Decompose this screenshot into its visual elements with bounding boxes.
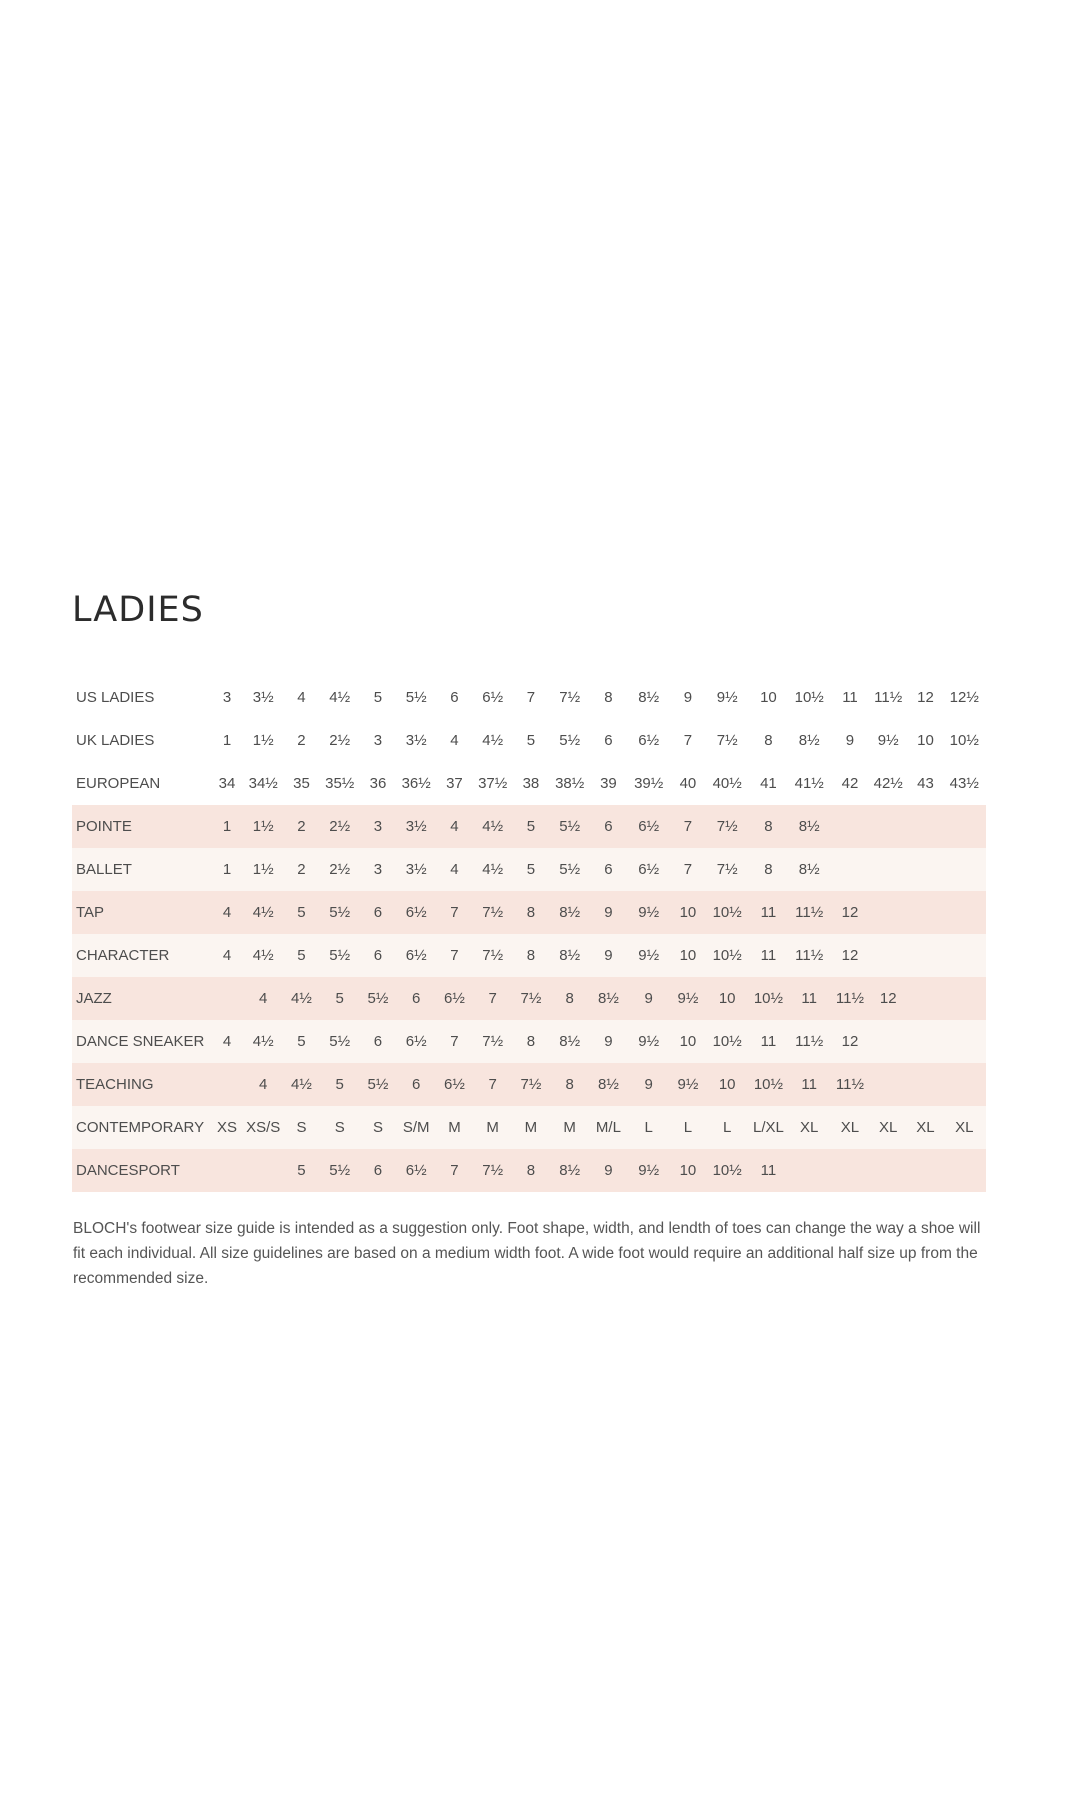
size-cell: 7	[450, 904, 459, 921]
size-cell: S/M	[402, 1119, 430, 1136]
size-cell: 6	[412, 1076, 421, 1093]
size-row-tap	[72, 891, 986, 934]
size-cell: 6½	[405, 947, 427, 964]
size-cell: 7	[526, 689, 536, 706]
size-cell	[868, 891, 908, 934]
size-row-pointe	[72, 805, 986, 848]
size-cell: 8	[764, 732, 773, 749]
size-cell: S	[296, 1119, 307, 1136]
size-cell: 6½	[405, 1162, 427, 1179]
size-cell: 9	[683, 689, 693, 706]
size-cell: 8	[764, 818, 773, 835]
size-cell: 12	[841, 947, 859, 964]
row-label: DANCESPORT	[76, 1162, 180, 1179]
size-cell: 41½	[794, 775, 824, 792]
size-cell: 1	[222, 861, 232, 878]
size-cell: 4	[297, 689, 306, 706]
size-cell: 6½	[638, 732, 660, 749]
size-cell: 5½	[367, 990, 389, 1007]
size-cell: 11½	[795, 1033, 824, 1050]
size-cell: 4½	[482, 861, 504, 878]
size-cell: 42½	[873, 775, 903, 792]
size-table-body	[72, 676, 986, 1192]
size-cell: 10	[679, 904, 697, 921]
size-cell	[908, 848, 942, 891]
size-cell	[943, 891, 986, 934]
size-cell	[242, 1149, 284, 1192]
size-cell: 7	[450, 947, 459, 964]
size-cell: XL	[955, 1119, 974, 1136]
size-cell: 7	[683, 732, 693, 749]
size-cell: 8	[526, 1162, 536, 1179]
size-cell: XS	[216, 1119, 237, 1136]
size-cell: 5	[297, 947, 306, 964]
size-cell: 5	[526, 818, 536, 835]
size-cell: XS/S	[246, 1119, 281, 1136]
size-cell: 37½	[478, 775, 508, 792]
size-cell: M	[448, 1119, 461, 1136]
size-cell: 7½	[716, 732, 738, 749]
size-cell: 8	[526, 904, 536, 921]
size-cell: 38	[522, 775, 540, 792]
size-cell: 8	[526, 1033, 536, 1050]
row-label: CHARACTER	[76, 947, 170, 964]
size-cell: 10	[679, 947, 697, 964]
row-label: POINTE	[76, 818, 132, 835]
size-row-contemporary	[72, 1106, 986, 1149]
size-cell	[943, 1020, 986, 1063]
size-cell: M	[563, 1119, 576, 1136]
size-cell: 11	[801, 990, 817, 1007]
size-cell: 10½	[712, 904, 742, 921]
size-cell	[868, 1149, 908, 1192]
size-cell: 4	[222, 1033, 232, 1050]
size-cell: 9	[604, 904, 613, 921]
size-row-teaching	[72, 1063, 986, 1106]
size-cell: 9½	[638, 1033, 660, 1050]
size-cell: 6½	[405, 1033, 427, 1050]
size-cell	[832, 805, 868, 848]
size-cell: 4	[222, 947, 232, 964]
size-cell: 8	[565, 1076, 574, 1093]
size-cell: 8½	[559, 904, 581, 921]
size-row-ballet	[72, 848, 986, 891]
size-cell: 1	[222, 818, 232, 835]
size-cell: 2	[297, 861, 306, 878]
size-cell	[943, 848, 986, 891]
size-cell: 7	[488, 1076, 497, 1093]
size-cell: 5½	[329, 1033, 351, 1050]
size-cell: 40½	[712, 775, 742, 792]
size-cell: 7	[683, 818, 693, 835]
size-cell: 43½	[949, 775, 979, 792]
size-cell: 6	[604, 818, 613, 835]
size-cell: S	[334, 1119, 345, 1136]
size-cell: 7½	[482, 947, 504, 964]
size-cell: 10½	[712, 1033, 742, 1050]
size-cell: 11½	[835, 990, 865, 1007]
size-cell	[832, 848, 868, 891]
size-cell: 8½	[638, 689, 660, 706]
size-cell: 5	[297, 904, 306, 921]
size-cell: M	[524, 1119, 538, 1136]
size-cell: 11½	[874, 689, 903, 706]
size-cell: L	[683, 1119, 693, 1136]
size-cell: 34½	[248, 775, 278, 792]
size-cell: 7	[683, 861, 693, 878]
row-label: US LADIES	[76, 689, 155, 706]
size-cell: 6½	[638, 861, 660, 878]
size-cell: L/XL	[753, 1119, 784, 1136]
size-cell: 4½	[482, 732, 504, 749]
size-cell: 10	[679, 1033, 697, 1050]
size-cell: 6	[373, 947, 383, 964]
size-cell: 8½	[798, 732, 820, 749]
size-cell: 5½	[559, 818, 581, 835]
size-cell: 8½	[559, 1162, 581, 1179]
row-label: DANCE SNEAKER	[76, 1033, 205, 1050]
size-cell: 4½	[252, 904, 274, 921]
size-cell: 3½	[252, 689, 274, 706]
size-cell	[908, 934, 942, 977]
size-cell: 6½	[482, 689, 504, 706]
size-cell: 6	[373, 904, 383, 921]
size-cell: 10	[917, 732, 934, 749]
size-cell	[943, 934, 986, 977]
size-cell: XL	[879, 1119, 898, 1136]
size-cell: 7½	[559, 689, 581, 706]
size-cell: 9	[604, 947, 613, 964]
size-cell: 5	[335, 990, 344, 1007]
size-cell: 6	[373, 1162, 383, 1179]
size-cell: 5½	[367, 1076, 389, 1093]
size-cell: 5½	[329, 1162, 351, 1179]
size-cell: 6	[604, 732, 613, 749]
size-cell: XL	[916, 1119, 935, 1136]
size-cell	[943, 1063, 986, 1106]
size-cell: 8½	[798, 818, 820, 835]
size-cell: 5	[526, 861, 536, 878]
size-cell: 8½	[798, 861, 820, 878]
size-cell: 10½	[949, 732, 979, 749]
size-cell: 9½	[677, 990, 699, 1007]
size-cell: 5	[335, 1076, 344, 1093]
size-cell: 9½	[716, 689, 738, 706]
size-cell: 8½	[597, 990, 619, 1007]
row-label: TAP	[76, 904, 105, 921]
size-cell: 11½	[795, 947, 824, 964]
size-cell: XL	[800, 1119, 819, 1136]
size-cell: 5½	[405, 689, 427, 706]
size-cell: 12½	[949, 689, 979, 706]
size-cell: 7½	[716, 818, 738, 835]
size-cell: 35½	[325, 775, 355, 792]
size-cell: 1½	[252, 861, 274, 878]
size-cell: 5½	[559, 861, 581, 878]
size-cell: 11	[760, 1033, 777, 1050]
size-row-dancesport	[72, 1149, 986, 1192]
size-cell: 8	[604, 689, 613, 706]
size-cell: 10½	[753, 990, 784, 1007]
size-cell: 35	[293, 775, 310, 792]
size-cell: 7	[450, 1162, 459, 1179]
size-cell: 3½	[405, 861, 427, 878]
size-cell: 4	[259, 990, 268, 1007]
size-cell: 5	[297, 1162, 306, 1179]
size-cell	[868, 934, 908, 977]
size-cell: 5	[373, 689, 383, 706]
row-label: CONTEMPORARY	[76, 1119, 205, 1136]
size-cell: 43	[917, 775, 934, 792]
size-cell: 7	[450, 1033, 459, 1050]
size-cell: 10½	[794, 689, 824, 706]
page-title: LADIES	[72, 590, 204, 630]
size-cell: 7½	[482, 1162, 504, 1179]
size-cell: 4½	[482, 818, 504, 835]
size-cell: 5	[297, 1033, 306, 1050]
size-cell: 12	[879, 990, 897, 1007]
size-cell: L	[723, 1119, 732, 1136]
size-cell: 6½	[405, 904, 427, 921]
size-cell: 9½	[638, 947, 660, 964]
size-cell: 7	[488, 990, 497, 1007]
size-cell: L	[644, 1119, 653, 1136]
size-cell: 12	[841, 904, 859, 921]
row-label: BALLET	[76, 861, 132, 878]
size-cell: 37	[446, 775, 463, 792]
size-cell: 4	[450, 732, 459, 749]
size-cell: 39	[600, 775, 617, 792]
row-label: EUROPEAN	[76, 775, 161, 792]
size-cell: 2	[297, 818, 306, 835]
size-cell: 12	[841, 1033, 859, 1050]
size-cell: 10	[718, 1076, 736, 1093]
size-cell: 6	[412, 990, 421, 1007]
size-cell: 6½	[444, 1076, 465, 1093]
size-cell: 34	[218, 775, 236, 792]
size-cell: M/L	[595, 1119, 621, 1136]
size-cell: 12	[917, 689, 934, 706]
size-cell: 8	[526, 947, 536, 964]
size-cell: 8	[565, 990, 574, 1007]
size-cell: 6	[450, 689, 459, 706]
size-guide-disclaimer: BLOCH's footwear size guide is intended as a suggestion only. Foot shape, width, and lendth of toes can change the way a shoe will fit each individual. All size guidelines are based on a medium width foot. A wide foot would require an additional half size up from the recommended size.	[73, 1220, 981, 1287]
row-label: UK LADIES	[76, 732, 155, 749]
size-cell: 7½	[482, 904, 504, 921]
row-label: TEACHING	[76, 1076, 154, 1093]
size-cell: 42	[841, 775, 859, 792]
size-guide	[72, 590, 986, 1291]
size-cell	[212, 1063, 242, 1106]
size-cell: 9½	[677, 1076, 699, 1093]
size-cell: 11½	[835, 1076, 865, 1093]
size-cell: 2½	[329, 818, 351, 835]
size-cell: 10	[760, 689, 777, 706]
size-cell	[787, 1149, 832, 1192]
size-cell: 3½	[405, 818, 427, 835]
size-cell: S	[372, 1119, 383, 1136]
size-cell	[943, 805, 986, 848]
size-cell	[908, 1063, 942, 1106]
size-cell: 4	[450, 818, 459, 835]
size-cell	[868, 1063, 908, 1106]
size-cell: 36½	[401, 775, 431, 792]
size-cell: 6	[604, 861, 613, 878]
size-cell: 7½	[520, 1076, 542, 1093]
size-cell: 11	[760, 1162, 777, 1179]
size-cell: 4	[222, 904, 232, 921]
size-cell	[868, 805, 908, 848]
size-cell: 4	[450, 861, 459, 878]
size-cell: 2½	[329, 732, 351, 749]
size-cell: 10½	[712, 947, 742, 964]
size-cell: XL	[840, 1119, 860, 1136]
size-cell: 11½	[795, 904, 824, 921]
size-cell: 4	[259, 1076, 268, 1093]
size-cell	[908, 1020, 942, 1063]
size-cell: 1½	[252, 732, 274, 749]
size-cell: 5½	[329, 947, 351, 964]
size-cell: 36	[369, 775, 387, 792]
size-cell: 10½	[712, 1162, 742, 1179]
size-cell: 11	[801, 1076, 817, 1093]
size-cell	[908, 977, 942, 1020]
size-cell	[212, 977, 242, 1020]
size-cell	[908, 805, 942, 848]
size-cell: 7½	[482, 1033, 504, 1050]
size-cell: 3½	[405, 732, 427, 749]
size-row-dance-sneaker	[72, 1020, 986, 1063]
size-cell: 10½	[753, 1076, 784, 1093]
size-chart-table	[72, 676, 986, 1192]
size-cell	[868, 1020, 908, 1063]
size-cell	[908, 891, 942, 934]
size-cell: 1	[222, 732, 232, 749]
size-cell: 5½	[559, 732, 581, 749]
size-cell: 38½	[555, 775, 585, 792]
size-row-jazz	[72, 977, 986, 1020]
size-cell: 6½	[444, 990, 465, 1007]
size-cell: 10	[679, 1162, 697, 1179]
size-cell: 39½	[634, 775, 664, 792]
size-cell: 9	[604, 1033, 613, 1050]
size-cell	[868, 848, 908, 891]
size-cell: 3	[222, 689, 232, 706]
size-cell: M	[486, 1119, 499, 1136]
size-row-us-ladies	[72, 676, 986, 719]
size-cell	[943, 1149, 986, 1192]
size-cell: 41	[760, 775, 777, 792]
size-cell: 4½	[252, 1033, 274, 1050]
size-cell: 9	[644, 1076, 653, 1093]
size-cell: 8½	[597, 1076, 619, 1093]
size-cell	[908, 1149, 942, 1192]
size-cell: 4½	[252, 947, 274, 964]
size-cell: 5	[526, 732, 536, 749]
size-cell: 7½	[716, 861, 738, 878]
size-cell: 4½	[291, 990, 312, 1007]
size-cell: 3	[373, 861, 383, 878]
size-cell: 1½	[252, 818, 274, 835]
size-cell: 8½	[559, 947, 581, 964]
size-row-uk-ladies	[72, 719, 986, 762]
size-cell: 5½	[329, 904, 351, 921]
size-cell: 10	[718, 990, 736, 1007]
size-cell: 9	[644, 990, 653, 1007]
size-cell: 7½	[520, 990, 542, 1007]
size-cell: 9½	[638, 904, 660, 921]
size-cell: 40	[679, 775, 697, 792]
size-cell: 9½	[877, 732, 899, 749]
size-cell: 4½	[291, 1076, 312, 1093]
size-cell: 6½	[638, 818, 660, 835]
size-cell: 3	[373, 732, 383, 749]
size-cell	[832, 1149, 868, 1192]
size-cell: 11	[760, 947, 777, 964]
size-cell: 4½	[329, 689, 351, 706]
size-cell: 2½	[329, 861, 351, 878]
size-cell	[212, 1149, 242, 1192]
size-cell: 2	[297, 732, 306, 749]
size-cell: 11	[842, 689, 858, 706]
row-label: JAZZ	[76, 990, 112, 1007]
size-cell: 9	[604, 1162, 613, 1179]
size-cell: 11	[760, 904, 777, 921]
size-cell: 8	[764, 861, 773, 878]
size-cell	[943, 977, 986, 1020]
size-cell: 3	[373, 818, 383, 835]
size-cell: 6	[373, 1033, 383, 1050]
size-row-character	[72, 934, 986, 977]
size-cell: 9½	[638, 1162, 660, 1179]
size-row-european	[72, 762, 986, 805]
size-cell: 8½	[559, 1033, 581, 1050]
size-cell: 9	[845, 732, 855, 749]
